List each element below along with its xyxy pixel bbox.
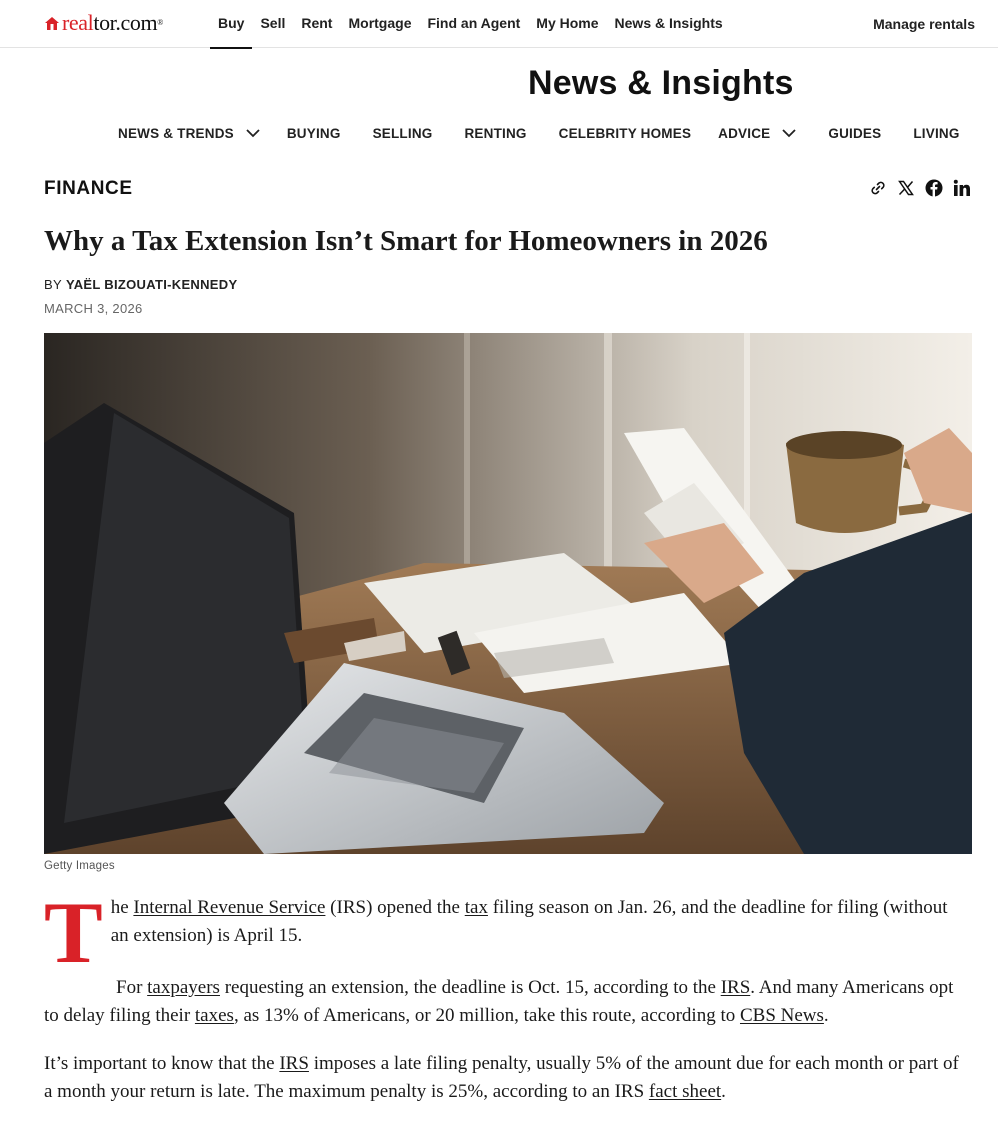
share-bar — [866, 176, 978, 200]
byline-prefix: BY — [44, 277, 62, 292]
chevron-down-icon — [782, 129, 796, 138]
text: . — [823, 1005, 829, 1026]
text: requesting an extension, the deadline is Oct. 15, according to the — [219, 977, 721, 998]
link-fact-sheet[interactable]: fact sheet — [648, 1081, 722, 1102]
section-title[interactable]: News & Insights — [528, 64, 794, 102]
chevron-down-icon — [246, 129, 260, 138]
category-guides[interactable]: GUIDES — [828, 125, 882, 141]
link-taxes[interactable]: taxes — [194, 1005, 234, 1026]
paragraph-1 — [44, 885, 968, 982]
drop-cap: T — [44, 885, 103, 982]
text: filing season on Jan. 26, and the deadline for filing (without an extension) is April 15. — [110, 897, 948, 946]
paragraph-2 — [44, 974, 968, 1030]
image-caption: Getty Images — [44, 860, 115, 872]
category-buying[interactable]: BUYING — [286, 125, 341, 141]
publish-date: MARCH 3, 2026 — [44, 301, 143, 316]
link-taxpayers[interactable]: taxpayers — [147, 977, 220, 998]
category-advice[interactable] — [718, 126, 796, 141]
article-category[interactable]: FINANCE — [44, 178, 133, 199]
nav-my-home[interactable]: My Home — [536, 15, 599, 31]
text: (IRS) opened the — [325, 897, 465, 918]
hero-image — [44, 333, 972, 854]
manage-rentals-link[interactable]: Manage rentals — [873, 16, 975, 32]
paragraph-3 — [44, 1050, 968, 1106]
link-irs[interactable]: IRS — [279, 1053, 309, 1074]
link-internal-revenue-service[interactable]: Internal Revenue Service — [133, 897, 326, 918]
text: . And many Americans opt to delay filing their — [44, 977, 954, 1026]
nav-sell[interactable]: Sell — [260, 15, 286, 31]
realtor-logo[interactable] — [44, 11, 163, 35]
text: It’s important to know that the — [44, 1053, 280, 1074]
linkedin-icon[interactable] — [950, 176, 974, 200]
byline — [44, 277, 237, 292]
text: . — [721, 1081, 726, 1102]
link-icon[interactable] — [866, 176, 890, 200]
link-cbs-news[interactable]: CBS News — [739, 1005, 824, 1026]
primary-nav — [210, 0, 731, 48]
text: For — [116, 977, 148, 998]
text: he — [110, 897, 134, 918]
nav-news-insights[interactable]: News & Insights — [614, 15, 723, 31]
category-nav — [118, 122, 960, 144]
nav-find-an-agent[interactable]: Find an Agent — [427, 15, 521, 31]
category-label: ADVICE — [718, 125, 771, 141]
link-irs[interactable]: IRS — [720, 977, 751, 998]
logo-wordmark: realtor.com® — [62, 10, 163, 35]
author-link[interactable]: YAËL BIZOUATI-KENNEDY — [65, 277, 238, 292]
category-living[interactable]: LIVING — [913, 125, 960, 141]
top-bar — [0, 0, 998, 48]
text: imposes a late filing penalty, usually 5% of the amount due for each month or part of a month your return is late. The maximum penalty is 25%, according to an IRS — [44, 1053, 959, 1102]
nav-rent[interactable]: Rent — [301, 15, 333, 31]
link-tax[interactable]: tax — [464, 897, 488, 918]
category-selling[interactable]: SELLING — [372, 125, 433, 141]
article-body — [44, 885, 968, 1126]
category-renting[interactable]: RENTING — [464, 125, 527, 141]
nav-mortgage[interactable]: Mortgage — [348, 15, 412, 31]
category-news-trends[interactable] — [118, 126, 260, 141]
category-label: NEWS & TRENDS — [118, 125, 234, 141]
category-celebrity-homes[interactable]: CELEBRITY HOMES — [558, 125, 692, 141]
article-headline: Why a Tax Extension Isn’t Smart for Homeowners in 2026 — [44, 225, 768, 257]
text: , as 13% of Americans, or 20 million, take this route, according to — [233, 1005, 740, 1026]
facebook-icon[interactable] — [922, 176, 946, 200]
nav-buy[interactable]: Buy — [210, 0, 252, 48]
house-logo-icon — [44, 15, 60, 31]
x-icon[interactable] — [894, 176, 918, 200]
